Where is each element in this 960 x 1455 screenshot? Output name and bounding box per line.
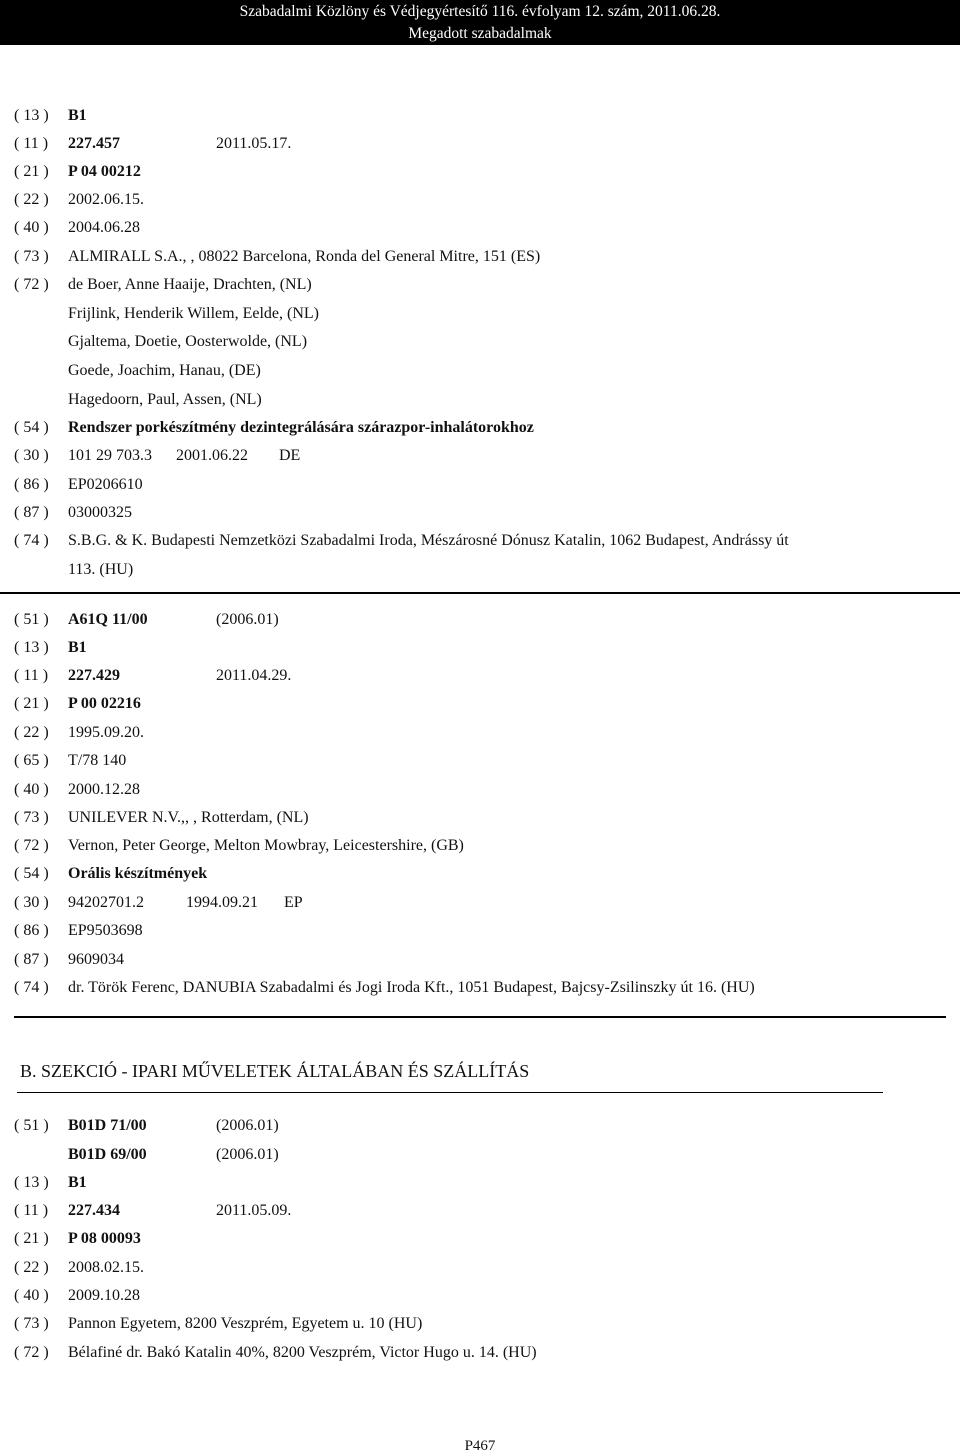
page-number: P467 — [464, 1438, 496, 1454]
section-title: B. SZEKCIÓ - IPARI MŰVELETEK ÁLTALÁBAN ÉS SZÁLLÍTÁS — [20, 1061, 530, 1081]
publication-header — [0, 0, 960, 45]
entry-divider — [14, 1016, 946, 1018]
journal-title: Szabadalmi Közlöny és Védjegyértesítő 116. évfolyam 12. szám, 2011.06.28. — [239, 3, 721, 20]
section-heading: Megadott szabadalmak — [408, 25, 552, 42]
entry-divider — [0, 592, 960, 594]
section-underline — [17, 1092, 883, 1093]
